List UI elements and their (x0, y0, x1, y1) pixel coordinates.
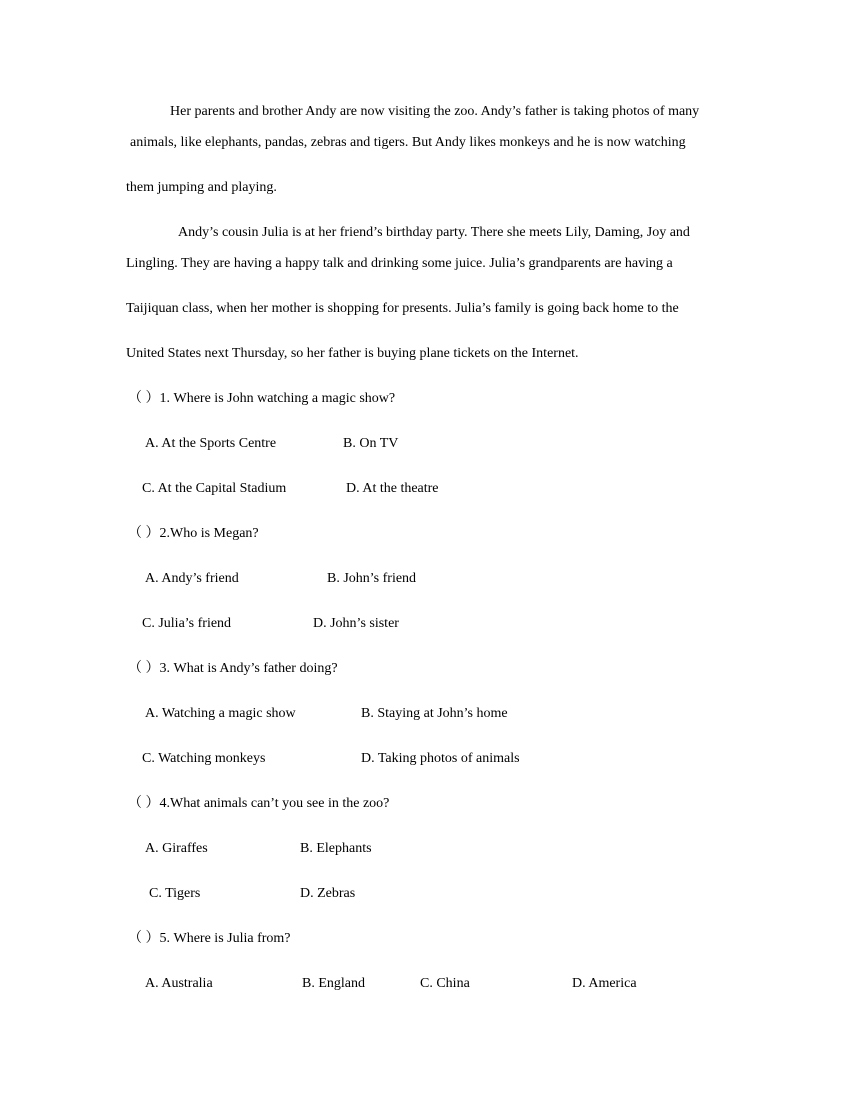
question-3-stem: （ ）3. What is Andy’s father doing? (128, 661, 338, 676)
passage-para2-line3: Taijiquan class, when her mother is shopping for presents. Julia’s family is going back home to the (126, 301, 679, 316)
passage-para1-line2: animals, like elephants, pandas, zebras and tigers. But Andy likes monkeys and he is now watching (130, 135, 686, 150)
passage-para1-line1: Her parents and brother Andy are now visiting the zoo. Andy’s father is taking photos of many (170, 104, 700, 119)
question-5-option-a: A. Australia (145, 976, 213, 991)
question-1-option-a: A. At the Sports Centre (145, 436, 277, 451)
question-5-option-d: D. America (572, 976, 637, 991)
question-4-option-a: A. Giraffes (145, 841, 208, 856)
question-5-stem: （ ）5. Where is Julia from? (128, 931, 291, 946)
question-3-option-d: D. Taking photos of animals (361, 751, 520, 766)
question-3-option-a: A. Watching a magic show (145, 706, 296, 721)
question-4-option-c: C. Tigers (149, 886, 201, 901)
question-3-option-b: B. Staying at John’s home (361, 706, 508, 721)
question-1-option-b: B. On TV (343, 436, 399, 451)
question-5-option-c: C. China (420, 976, 470, 991)
question-5-option-b: B. England (302, 976, 365, 991)
question-1-option-d: D. At the theatre (346, 481, 439, 496)
question-1-option-c: C. At the Capital Stadium (142, 481, 287, 496)
question-4-option-b: B. Elephants (300, 841, 372, 856)
passage-para2-line4: United States next Thursday, so her father is buying plane tickets on the Internet. (126, 346, 579, 361)
question-4-stem: （ ）4.What animals can’t you see in the zoo? (128, 796, 390, 811)
passage-para1-line3: them jumping and playing. (126, 180, 277, 195)
passage-para2-line1: Andy’s cousin Julia is at her friend’s birthday party. There she meets Lily, Daming, Joy and (178, 225, 690, 240)
question-2-option-b: B. John’s friend (327, 571, 417, 586)
question-1-stem: （ ）1. Where is John watching a magic show? (128, 391, 396, 406)
question-2-option-d: D. John’s sister (313, 616, 399, 631)
passage-para2-line2: Lingling. They are having a happy talk and drinking some juice. Julia’s grandparents are having a (126, 256, 673, 271)
question-2-option-a: A. Andy’s friend (145, 571, 239, 586)
question-4-option-d: D. Zebras (300, 886, 356, 901)
question-2-stem: （ ）2.Who is Megan? (128, 526, 259, 541)
question-3-option-c: C. Watching monkeys (142, 751, 266, 766)
question-2-option-c: C. Julia’s friend (142, 616, 232, 631)
